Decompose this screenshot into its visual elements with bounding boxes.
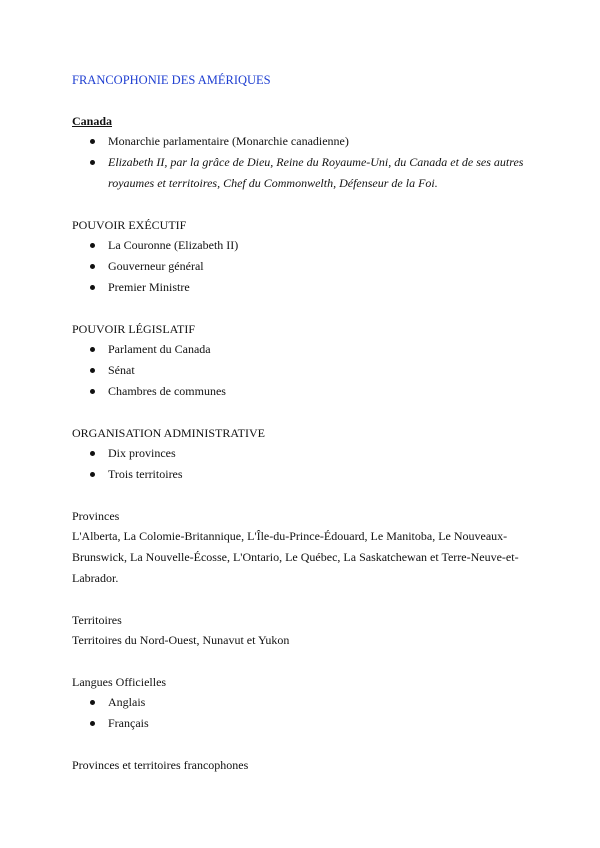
list-item: Monarchie parlamentaire (Monarchie canadienne) bbox=[72, 131, 542, 152]
list-item: Dix provinces bbox=[72, 443, 542, 464]
list-item: Anglais bbox=[72, 692, 542, 713]
legislatif-list bbox=[72, 339, 542, 402]
legislatif-heading: POUVOIR LÉGISLATIF bbox=[72, 322, 195, 336]
list-item: Chambres de communes bbox=[72, 381, 542, 402]
list-item: Gouverneur général bbox=[72, 256, 542, 277]
executif-list bbox=[72, 235, 542, 298]
canada-list bbox=[72, 131, 542, 194]
administrative-list bbox=[72, 443, 542, 485]
list-item: Parlament du Canada bbox=[72, 339, 542, 360]
list-item: Elizabeth II, par la grâce de Dieu, Reine du Royaume-Uni, du Canada et de ses autres royaumes et territoires, Chef du Commonwelth, Défenseur de la Foi. bbox=[72, 152, 542, 194]
provinces-heading: Provinces bbox=[72, 509, 120, 523]
executif-heading: POUVOIR EXÉCUTIF bbox=[72, 218, 187, 232]
list-item: La Couronne (Elizabeth II) bbox=[72, 235, 542, 256]
provinces-text: L'Alberta, La Colomie-Britannique, L'Île-du-Prince-Édouard, Le Manitoba, Le Nouveaux-Brunswick, La Nouvelle-Écosse, L'Ontario, Le Québec, La Saskatchewan et Terre-Neuve-et-Labrador. bbox=[72, 529, 519, 585]
territoires-text: Territoires du Nord-Ouest, Nunavut et Yukon bbox=[72, 633, 290, 647]
list-item: Trois territoires bbox=[72, 464, 542, 485]
langues-list bbox=[72, 692, 542, 734]
document-page bbox=[72, 70, 542, 775]
langues-heading: Langues Officielles bbox=[72, 675, 167, 689]
list-item: Français bbox=[72, 713, 542, 734]
administrative-heading: ORGANISATION ADMINISTRATIVE bbox=[72, 426, 265, 440]
canada-heading: Canada bbox=[72, 114, 113, 128]
francophones-heading: Provinces et territoires francophones bbox=[72, 758, 249, 772]
list-item: Sénat bbox=[72, 360, 542, 381]
document-title: FRANCOPHONIE DES AMÉRIQUES bbox=[72, 73, 271, 87]
list-item: Premier Ministre bbox=[72, 277, 542, 298]
territoires-heading: Territoires bbox=[72, 613, 122, 627]
